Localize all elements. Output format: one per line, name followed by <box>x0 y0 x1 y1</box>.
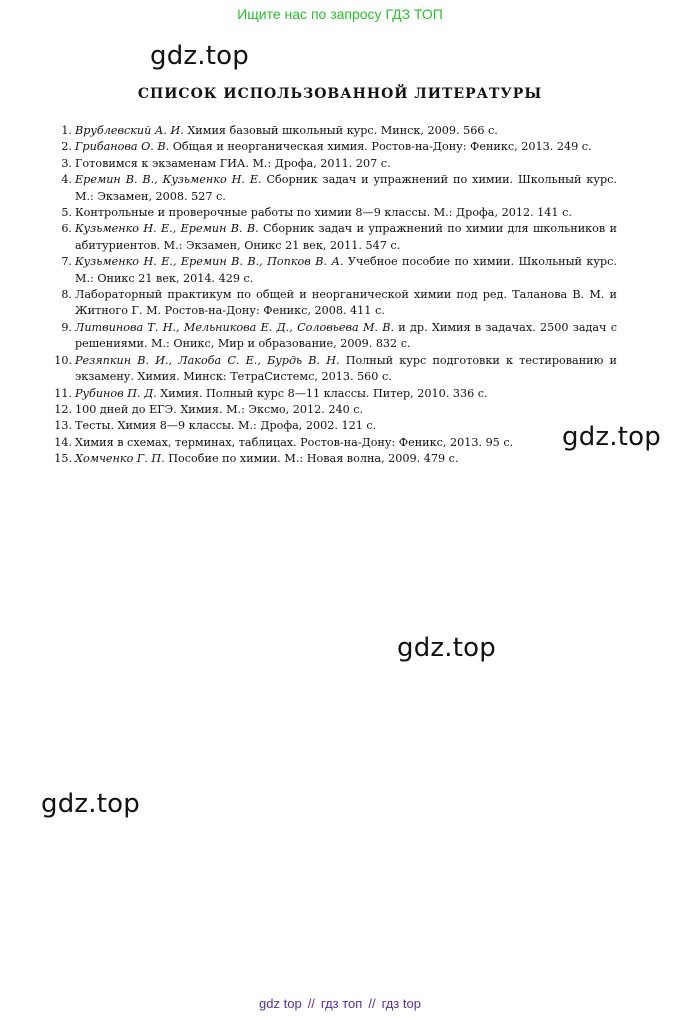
footer-links <box>0 996 680 1011</box>
reference-number: 2. <box>61 140 72 154</box>
reference-item <box>52 451 617 467</box>
reference-description: Химия в схемах, терминах, таблицах. Ростов-на-Дону: Феникс, 2013. 95 с. <box>75 435 514 449</box>
reference-text <box>75 435 617 451</box>
reference-text <box>75 156 617 172</box>
reference-number: 9. <box>61 320 72 334</box>
footer-separator: // <box>307 996 315 1011</box>
reference-description: Химия. Полный курс 8—11 классы. Питер, 2010. 336 с. <box>156 386 488 400</box>
reference-text <box>75 287 617 320</box>
reference-number: 10. <box>54 353 72 367</box>
reference-author: Рубинов П. Д. <box>75 386 157 400</box>
reference-description: Лабораторный практикум по общей и неорганической химии под ред. Таланова В. М. и Житного Г. М. Ростов-на-Дону: Феникс, 2008. 411 с. <box>75 288 617 318</box>
reference-number: 13. <box>54 419 72 433</box>
reference-description: Общая и неорганическая химия. Ростов-на-Дону: Феникс, 2013. 249 с. <box>169 140 592 154</box>
reference-author: Еремин В. В., Кузьменко Н. Е. <box>75 173 262 187</box>
reference-number: 11. <box>54 386 72 400</box>
reference-description: Полный курс подготовки к тестированию и экзамену. Химия. Минск: ТетраСистемс, 2013. 560 с. <box>75 353 617 384</box>
reference-description: Сборник задач и упражнений по химии. Школьный курс. М.: Экзамен, 2008. 527 с. <box>75 173 617 203</box>
reference-item <box>52 156 617 172</box>
reference-item <box>52 221 617 254</box>
reference-description: 100 дней до ЕГЭ. Химия. М.: Эксмо, 2012. 240 с. <box>75 402 364 416</box>
reference-text <box>75 402 617 418</box>
reference-text <box>75 386 617 402</box>
reference-description: Пособие по химии. М.: Новая волна, 2009. 479 с. <box>164 452 459 466</box>
reference-number: 1. <box>61 124 72 137</box>
reference-author: Грибанова О. В. <box>75 140 170 154</box>
watermark: gdz.top <box>150 41 249 71</box>
reference-author: Врублевский А. И. <box>75 124 184 137</box>
reference-item <box>52 172 617 205</box>
reference-item <box>52 123 617 139</box>
reference-description: Сборник задач и упражнений по химии для школьников и абитуриентов. М.: Экзамен, Оникс 21 век, 2011. 547 с. <box>75 222 618 252</box>
reference-number: 7. <box>61 255 72 269</box>
reference-list <box>52 123 617 468</box>
watermark: gdz.top <box>397 633 496 663</box>
reference-number: 6. <box>61 222 72 236</box>
reference-author: Кузьменко Н. Е., Еремин В. В. <box>75 222 259 236</box>
reference-number: 3. <box>61 156 72 170</box>
reference-author: Литвинова Т. Н., Мельникова Е. Д., Соловьева М. В. <box>75 320 395 334</box>
reference-text <box>75 139 617 155</box>
page-title: СПИСОК ИСПОЛЬЗОВАННОЙ ЛИТЕРАТУРЫ <box>137 86 543 102</box>
reference-item <box>52 386 617 402</box>
reference-text <box>75 353 617 386</box>
reference-number: 14. <box>54 435 72 449</box>
reference-description: Учебное пособие по химии. Школьный курс. М.: Оникс 21 век, 2014. 429 с. <box>75 255 617 285</box>
reference-text <box>75 254 617 287</box>
reference-text <box>75 172 617 205</box>
reference-item <box>52 435 617 451</box>
reference-text <box>75 418 617 434</box>
reference-text <box>75 221 617 254</box>
reference-item <box>52 353 617 386</box>
reference-text <box>75 320 617 353</box>
reference-number: 15. <box>54 452 72 466</box>
reference-description: Готовимся к экзаменам ГИА. М.: Дрофа, 2011. 207 с. <box>75 156 391 170</box>
reference-description: и др. Химия в задачах. 2500 задач с решениями. М.: Оникс, Мир и образование, 2009. 832 с. <box>75 320 617 351</box>
reference-item <box>52 139 617 155</box>
reference-item <box>52 320 617 353</box>
reference-text <box>75 123 617 139</box>
reference-number: 5. <box>61 206 72 220</box>
footer-link[interactable]: гдз топ <box>320 996 363 1011</box>
reference-description: Тесты. Химия 8—9 классы. М.: Дрофа, 2002. 121 с. <box>75 419 377 433</box>
reference-text <box>75 205 617 221</box>
reference-author: Кузьменко Н. Е., Еремин В. В., Попков В. А. <box>75 255 344 269</box>
reference-number: 12. <box>54 402 72 416</box>
watermark: gdz.top <box>41 789 140 819</box>
reference-author: Резяпкин В. И., Лакоба С. Е., Бурдь В. Н. <box>75 353 340 367</box>
footer-separator: // <box>368 996 376 1011</box>
reference-number: 4. <box>61 173 72 187</box>
reference-item <box>52 402 617 418</box>
reference-text <box>75 451 617 467</box>
reference-item <box>52 418 617 434</box>
reference-item <box>52 287 617 320</box>
reference-description: Контрольные и проверочные работы по химии 8—9 классы. М.: Дрофа, 2012. 141 с. <box>75 206 572 220</box>
reference-item <box>52 254 617 287</box>
reference-item <box>52 205 617 221</box>
footer-link[interactable]: гдз top <box>381 996 421 1011</box>
footer-link[interactable]: gdz top <box>259 996 302 1011</box>
reference-number: 8. <box>61 288 72 302</box>
reference-author: Хомченко Г. П. <box>75 452 165 466</box>
reference-description: Химия базовый школьный курс. Минск, 2009. 566 с. <box>183 124 498 137</box>
watermark: gdz.top <box>562 422 661 452</box>
search-hint-header: Ищите нас по запросу ГДЗ ТОП <box>237 6 443 22</box>
